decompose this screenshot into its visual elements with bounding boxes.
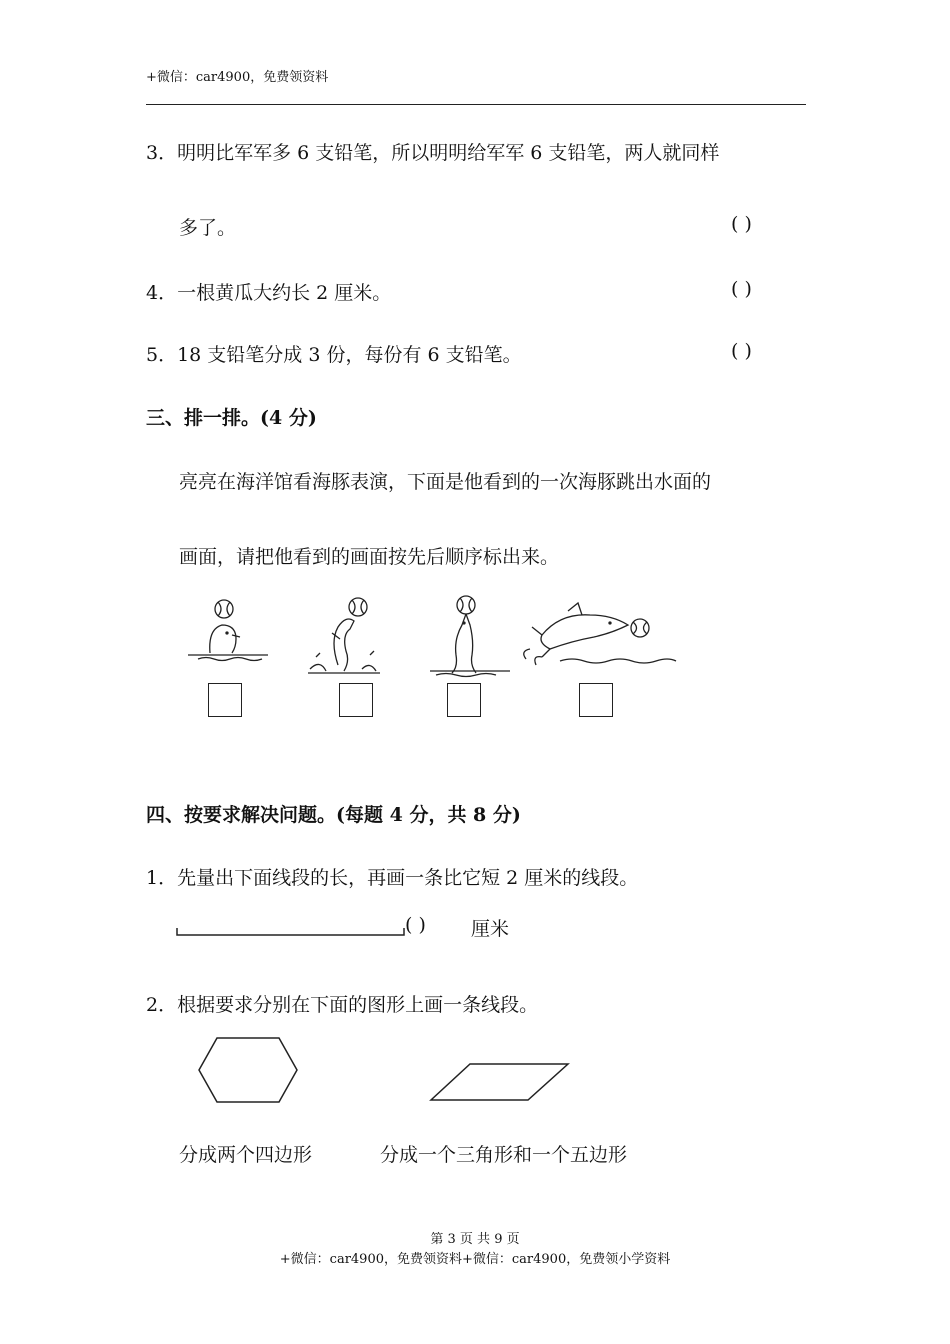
dolphin-picture-1 [188, 600, 268, 661]
dolphin-sequence-illustration [180, 595, 680, 680]
measure-answer-blank[interactable]: ( ) [405, 914, 426, 936]
section-4-question-2: 2．根据要求分别在下面的图形上画一条线段。 [146, 994, 539, 1016]
order-box-4[interactable] [579, 683, 613, 717]
answer-blank-q4[interactable]: ( ) [731, 278, 752, 300]
order-box-3[interactable] [447, 683, 481, 717]
dolphin-picture-3 [430, 596, 510, 677]
hexagon-label: 分成两个四边形 [179, 1144, 313, 1166]
section-3-paragraph-line2: 画面，请把他看到的画面按先后顺序标出来。 [179, 546, 560, 568]
question-3-line2: 多了。 [179, 217, 237, 239]
hexagon-shape [195, 1036, 301, 1104]
answer-blank-q3[interactable]: ( ) [731, 213, 752, 235]
parallelogram-label: 分成一个三角形和一个五边形 [380, 1144, 628, 1166]
section-4-heading: 四、按要求解决问题。(每题 4 分，共 8 分) [146, 804, 521, 826]
dolphin-picture-4 [524, 603, 676, 665]
order-box-2[interactable] [339, 683, 373, 717]
order-box-1[interactable] [208, 683, 242, 717]
footer-note: +微信：car4900，免费领资料+微信：car4900，免费领小学资料 [279, 1252, 671, 1267]
parallelogram-shape [428, 1061, 572, 1103]
section-4-question-1: 1．先量出下面线段的长，再画一条比它短 2 厘米的线段。 [146, 867, 639, 889]
question-5: 5．18 支铅笔分成 3 份，每份有 6 支铅笔。 [146, 344, 522, 366]
measure-line-segment [175, 924, 407, 938]
page-number: 第 3 页 共 9 页 [430, 1232, 520, 1247]
section-3-heading: 三、排一排。(4 分) [146, 407, 317, 429]
section-3-paragraph-line1: 亮亮在海洋馆看海豚表演，下面是他看到的一次海豚跳出水面的 [179, 471, 712, 493]
header-divider [146, 104, 806, 105]
question-4: 4．一根黄瓜大约长 2 厘米。 [146, 282, 392, 304]
dolphin-picture-2 [308, 598, 380, 673]
question-3-line1: 3．明明比军军多 6 支铅笔，所以明明给军军 6 支铅笔，两人就同样 [146, 142, 720, 164]
answer-blank-q5[interactable]: ( ) [731, 340, 752, 362]
measure-unit: 厘米 [471, 918, 510, 940]
header-note: +微信：car4900，免费领资料 [146, 70, 329, 85]
